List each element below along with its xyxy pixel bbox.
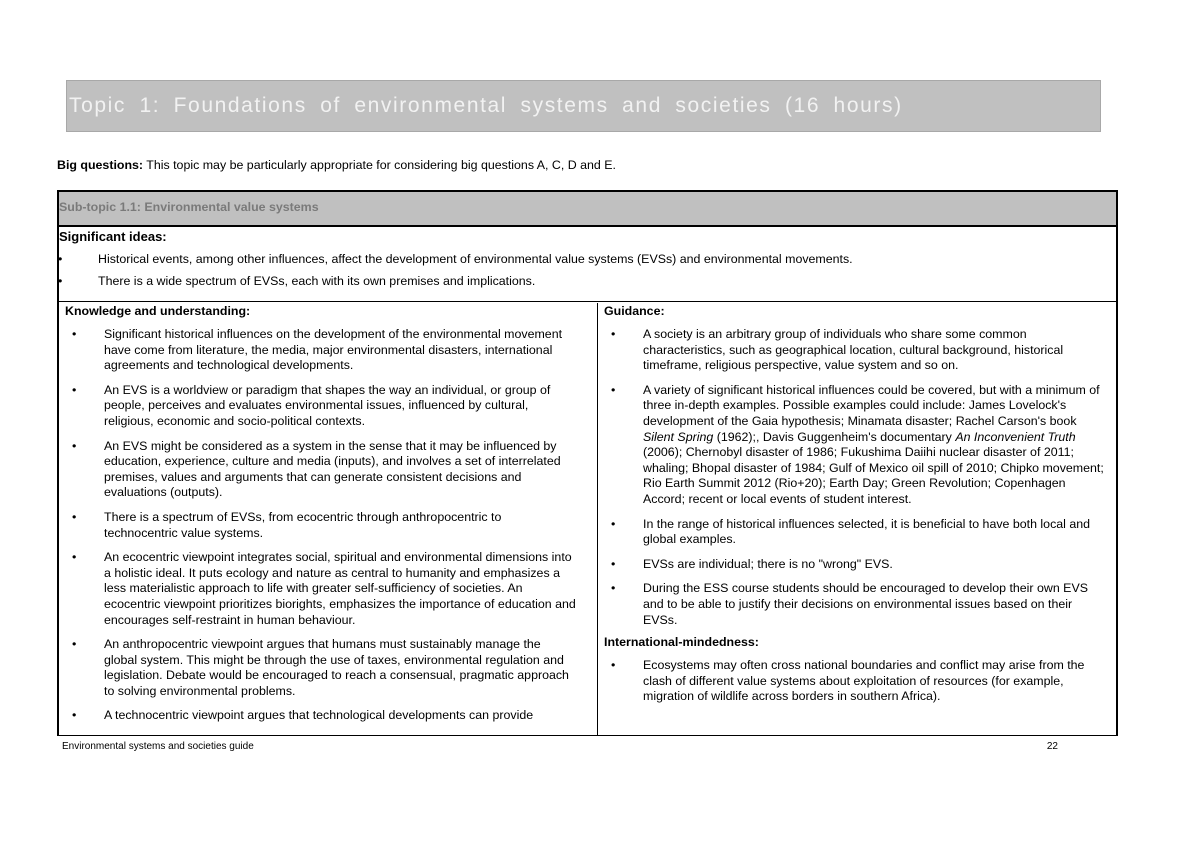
italic-title: An Inconvenient Truth xyxy=(955,429,1076,444)
list-item-text: There is a spectrum of EVSs, from ecocentric through anthropocentric to technocentric value systems. xyxy=(104,509,502,540)
significant-ideas xyxy=(59,227,1116,302)
list-item-text: An anthropocentric viewpoint argues that humans must sustainably manage the global system. This might be through the use of taxes, environmental regulation and legislation. Debate would be encouraged to reach a consensual, pragmatic approach to solving environmental problems. xyxy=(104,637,569,698)
big-questions-label: Big questions: xyxy=(57,158,144,172)
bullet-icon: • xyxy=(72,509,77,524)
list-item xyxy=(65,383,577,430)
list-item xyxy=(65,550,577,628)
bullet-icon: • xyxy=(611,516,616,531)
bullet-icon: • xyxy=(72,382,77,397)
list-item xyxy=(65,637,577,699)
significant-ideas-heading: Significant ideas: xyxy=(59,229,167,244)
list-item: • Historical events, among other influences, affect the development of environmental value systems (EVSs) and environmental movements. xyxy=(59,252,1116,266)
list-item: • There is a wide spectrum of EVSs, each with its own premises and implications. xyxy=(59,274,1116,288)
list-item xyxy=(65,439,577,501)
list-item xyxy=(604,327,1106,374)
italic-title: Silent Spring xyxy=(643,429,714,444)
list-item xyxy=(65,510,577,541)
big-questions xyxy=(57,158,616,172)
list-item-text: A variety of significant historical influences could be covered, but with a minimum of three in-depth examples. Possible examples could include: James Lovelock's development of the Gaia hypothesis; Minamata disaster; Rachel Carson's book xyxy=(643,382,1100,428)
bullet-icon: • xyxy=(611,327,616,341)
bullet-icon: • xyxy=(611,581,616,596)
knowledge-heading: Knowledge and understanding: xyxy=(65,304,251,318)
topic-title: Topic 1: Foundations of environmental systems and societies (16 hours) xyxy=(69,94,903,117)
bullet-icon: • xyxy=(72,708,77,723)
subtopic-table xyxy=(57,190,1118,736)
bullet-icon: • xyxy=(72,438,77,453)
list-item-text: (1962);, Davis Guggenheim's documentary xyxy=(713,429,956,444)
list-item xyxy=(65,708,577,724)
list-item xyxy=(604,658,1106,705)
subtopic-header: Sub-topic 1.1: Environmental value systems xyxy=(59,192,1116,227)
page-footer xyxy=(62,741,1058,752)
guidance-heading: Guidance: xyxy=(604,304,665,318)
list-item-text: An ecocentric viewpoint integrates social, spiritual and environmental dimensions into a holistic ideal. It puts ecology and nature as central to humanity and emphasizes a less materialistic approach to life with greater self-sufficiency of societies. An ecocentric viewpoint prioritizes biorights, emphasizes the importance of education and encourages self-restraint in human behaviour. xyxy=(104,550,576,627)
footer-guide-name: Environmental systems and societies guide xyxy=(62,741,254,752)
big-questions-text: This topic may be particularly appropriate for considering big questions A, C, D and E. xyxy=(143,158,616,172)
list-item-text: During the ESS course students should be encouraged to develop their own EVS and to be able to justify their decisions on environmental issues based on their EVSs. xyxy=(643,581,1088,627)
list-item xyxy=(604,581,1106,628)
international-heading: International-mindedness: xyxy=(604,635,759,650)
list-item xyxy=(65,327,577,374)
list-item-text: An EVS might be considered as a system in the sense that it may be influenced by education, experience, culture and media (inputs), and involves a set of interrelated premises, values and arguments that can generate consistent decisions and evaluations (outputs). xyxy=(104,438,561,500)
list-item-text: In the range of historical influences selected, it is beneficial to have both local and global examples. xyxy=(643,516,1091,547)
bullet-icon: • xyxy=(611,556,616,571)
list-item-text: EVSs are individual; there is no "wrong" EVS. xyxy=(643,556,893,571)
bullet-icon: • xyxy=(72,550,77,565)
list-item-text: Significant historical influences on the development of the environmental movement have come from literature, the media, major environmental disasters, international agreements and technological developments. xyxy=(104,327,563,373)
list-item xyxy=(604,557,1106,573)
bullet-icon: • xyxy=(72,327,77,341)
topic-title-bar xyxy=(66,80,1101,132)
bullet-icon: • xyxy=(72,637,77,652)
list-item-text: Ecosystems may often cross national boundaries and conflict may arise from the clash of different value systems about exploitation of resources (for example, migration of wildlife across borders in southern Africa). xyxy=(643,658,1085,704)
list-item-text: A technocentric viewpoint argues that technological developments can provide xyxy=(104,708,534,723)
page-number: 22 xyxy=(1046,741,1058,752)
bullet-icon: • xyxy=(611,382,616,397)
list-item xyxy=(604,383,1106,508)
list-item-text: An EVS is a worldview or paradigm that shapes the way an individual, or group of people, perceives and evaluates environmental issues, influenced by cultural, religious, economic and socio-political contexts. xyxy=(104,382,551,428)
list-item-text: A society is an arbitrary group of individuals who share some common characteristics, such as geographical location, cultural background, historical timeframe, religious perspective, value system and so on. xyxy=(643,327,1064,373)
list-item-text: (2006); Chernobyl disaster of 1986; Fukushima Daiihi nuclear disaster of 2011; whaling; Bhopal disaster of 1984; Gulf of Mexico oil spill of 2010; Chipko movement; Rio Earth Summit 2012 (Rio+20); Earth Day; Green Revolution; Copenhagen Accord; recent or local events of student interest. xyxy=(643,445,1104,506)
knowledge-column xyxy=(59,303,598,735)
bullet-icon: • xyxy=(611,658,616,673)
list-item xyxy=(604,517,1106,548)
guidance-column xyxy=(598,303,1116,735)
